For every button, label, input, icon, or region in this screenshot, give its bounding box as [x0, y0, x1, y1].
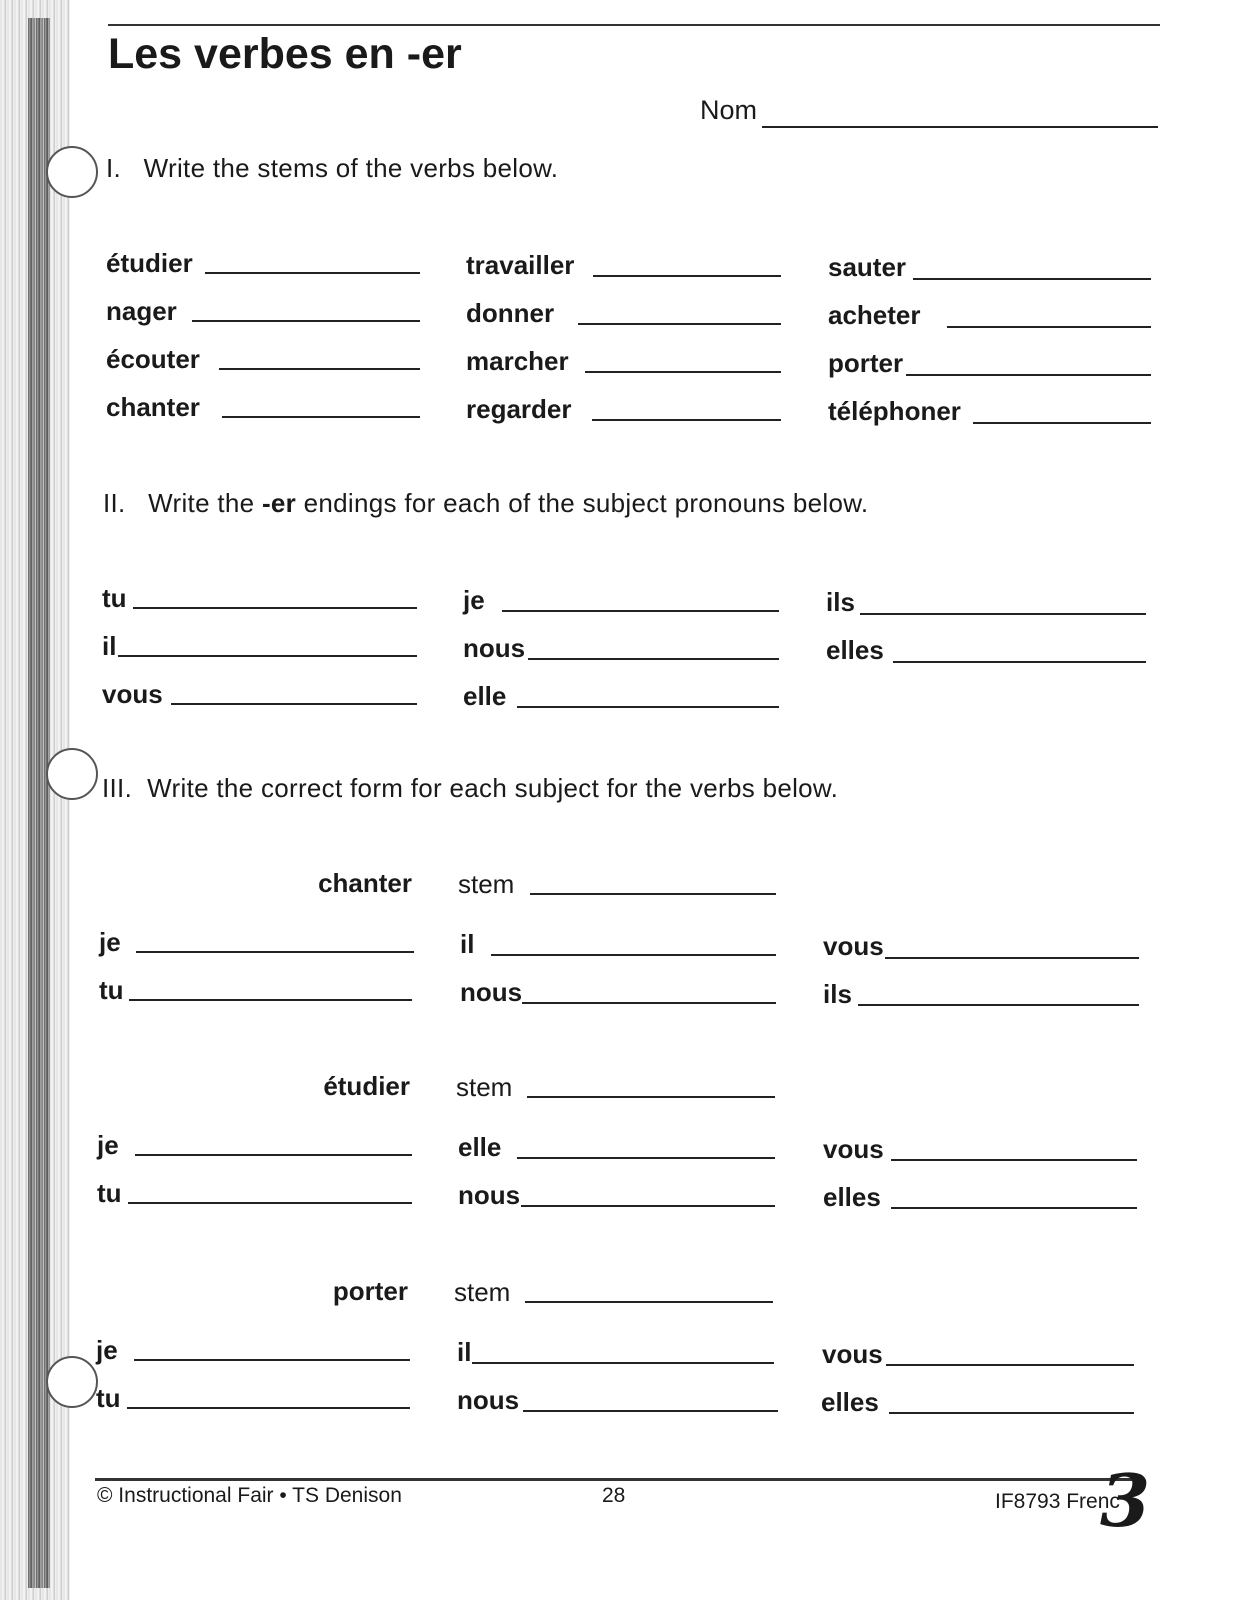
- answer-line[interactable]: [133, 607, 417, 609]
- pronoun-ils: ils: [823, 979, 852, 1009]
- verb-etudier: étudier: [106, 248, 193, 278]
- nom-label: Nom: [700, 95, 758, 125]
- pronoun-tu: tu: [97, 1178, 122, 1208]
- section2-instruction-ending: -er: [261, 488, 297, 518]
- verb-sauter: sauter: [828, 252, 907, 282]
- pronoun-vous: vous: [823, 1134, 884, 1164]
- answer-line[interactable]: [522, 1002, 776, 1004]
- answer-line[interactable]: [947, 326, 1151, 328]
- verb-donner: donner: [466, 298, 555, 328]
- verb-travailler: travailler: [466, 250, 575, 280]
- answer-line[interactable]: [893, 661, 1146, 663]
- answer-line[interactable]: [517, 706, 779, 708]
- section2-number: II.: [103, 488, 126, 518]
- nom-field[interactable]: [762, 126, 1158, 128]
- conjugation-verb-etudier: étudier: [323, 1071, 410, 1101]
- stem-label: stem: [454, 1277, 511, 1307]
- answer-line[interactable]: [135, 1154, 412, 1156]
- section2-instruction-start: Write the: [148, 488, 255, 518]
- answer-line[interactable]: [578, 323, 781, 325]
- pronoun-vous: vous: [822, 1339, 883, 1369]
- verb-telephoner: téléphoner: [828, 396, 961, 426]
- answer-line[interactable]: [889, 1412, 1134, 1414]
- verb-regarder: regarder: [466, 394, 572, 424]
- pronoun-nous: nous: [457, 1385, 520, 1415]
- answer-line[interactable]: [502, 610, 779, 612]
- pronoun-je: je: [99, 927, 121, 957]
- answer-line[interactable]: [127, 1407, 410, 1409]
- stem-label: stem: [456, 1072, 513, 1102]
- pronoun-elles: elles: [823, 1182, 881, 1212]
- punch-hole: [46, 1356, 98, 1408]
- stem-answer-line[interactable]: [530, 893, 776, 895]
- footer-copyright: © Instructional Fair • TS Denison: [97, 1484, 402, 1507]
- pronoun-nous: nous: [460, 977, 523, 1007]
- verb-chanter: chanter: [106, 392, 200, 422]
- section3-heading: [102, 773, 838, 804]
- answer-line[interactable]: [858, 1004, 1139, 1006]
- answer-line[interactable]: [585, 371, 781, 373]
- answer-line[interactable]: [891, 1207, 1137, 1209]
- answer-line[interactable]: [913, 278, 1151, 280]
- section3-number: III.: [102, 773, 133, 803]
- stem-label: stem: [458, 869, 515, 899]
- footer-code: IF8793 Frenc: [995, 1490, 1120, 1513]
- answer-line[interactable]: [523, 1410, 778, 1412]
- answer-line[interactable]: [205, 272, 420, 274]
- answer-line[interactable]: [592, 419, 781, 421]
- handwritten-page-mark: 3: [1100, 1458, 1151, 1543]
- answer-line[interactable]: [891, 1159, 1137, 1161]
- pronoun-je: je: [463, 585, 485, 615]
- pronoun-je: je: [96, 1335, 118, 1365]
- verb-acheter: acheter: [828, 300, 921, 330]
- punch-hole: [46, 146, 98, 198]
- section1-instruction: Write the stems of the verbs below.: [143, 153, 559, 183]
- section3-instruction: Write the correct form for each subject for the verbs below.: [147, 773, 839, 803]
- pronoun-elle: elle: [458, 1132, 502, 1162]
- pronoun-il: il: [457, 1337, 472, 1367]
- answer-line[interactable]: [885, 957, 1139, 959]
- section2-instruction-end: endings for each of the subject pronouns below.: [303, 488, 869, 518]
- verb-porter: porter: [828, 348, 904, 378]
- answer-line[interactable]: [136, 951, 414, 953]
- conjugation-verb-porter: porter: [332, 1276, 408, 1306]
- answer-line[interactable]: [129, 999, 412, 1001]
- pronoun-elles: elles: [826, 635, 884, 665]
- pronoun-ils: ils: [826, 587, 855, 617]
- answer-line[interactable]: [491, 954, 776, 956]
- answer-line[interactable]: [973, 422, 1151, 424]
- worksheet-title: Les verbes en -er: [108, 30, 462, 78]
- answer-line[interactable]: [906, 374, 1151, 376]
- stem-answer-line[interactable]: [527, 1096, 775, 1098]
- pronoun-elle: elle: [463, 681, 507, 711]
- verb-nager: nager: [106, 296, 177, 326]
- answer-line[interactable]: [192, 320, 420, 322]
- answer-line[interactable]: [128, 1202, 412, 1204]
- pronoun-il: il: [102, 631, 117, 661]
- answer-line[interactable]: [134, 1359, 410, 1361]
- answer-line[interactable]: [118, 655, 417, 657]
- answer-line[interactable]: [521, 1205, 775, 1207]
- pronoun-tu: tu: [96, 1383, 121, 1413]
- pronoun-vous: vous: [823, 931, 884, 961]
- answer-line[interactable]: [886, 1364, 1134, 1366]
- footer-rule: [95, 1478, 1135, 1481]
- answer-line[interactable]: [472, 1362, 774, 1364]
- section1-number: I.: [106, 153, 122, 183]
- pronoun-il: il: [460, 929, 475, 959]
- pronoun-vous: vous: [102, 679, 163, 709]
- page-binding-shadow: [28, 18, 50, 1588]
- section2-heading: [103, 488, 868, 519]
- pronoun-je: je: [97, 1130, 119, 1160]
- answer-line[interactable]: [517, 1157, 775, 1159]
- pronoun-tu: tu: [99, 975, 124, 1005]
- pronoun-nous: nous: [458, 1180, 521, 1210]
- pronoun-tu: tu: [102, 583, 127, 613]
- punch-hole: [46, 748, 98, 800]
- conjugation-verb-chanter: chanter: [318, 868, 412, 898]
- pronoun-elles: elles: [821, 1387, 879, 1417]
- verb-ecouter: écouter: [106, 344, 200, 374]
- answer-line[interactable]: [219, 368, 420, 370]
- answer-line[interactable]: [593, 275, 781, 277]
- verb-marcher: marcher: [466, 346, 569, 376]
- section1-heading: [106, 153, 558, 184]
- answer-line[interactable]: [528, 658, 779, 660]
- answer-line[interactable]: [222, 416, 420, 418]
- stem-answer-line[interactable]: [525, 1301, 773, 1303]
- footer-page-number: 28: [602, 1484, 626, 1507]
- answer-line[interactable]: [860, 613, 1146, 615]
- top-rule: [108, 24, 1160, 26]
- answer-line[interactable]: [171, 703, 417, 705]
- pronoun-nous: nous: [463, 633, 526, 663]
